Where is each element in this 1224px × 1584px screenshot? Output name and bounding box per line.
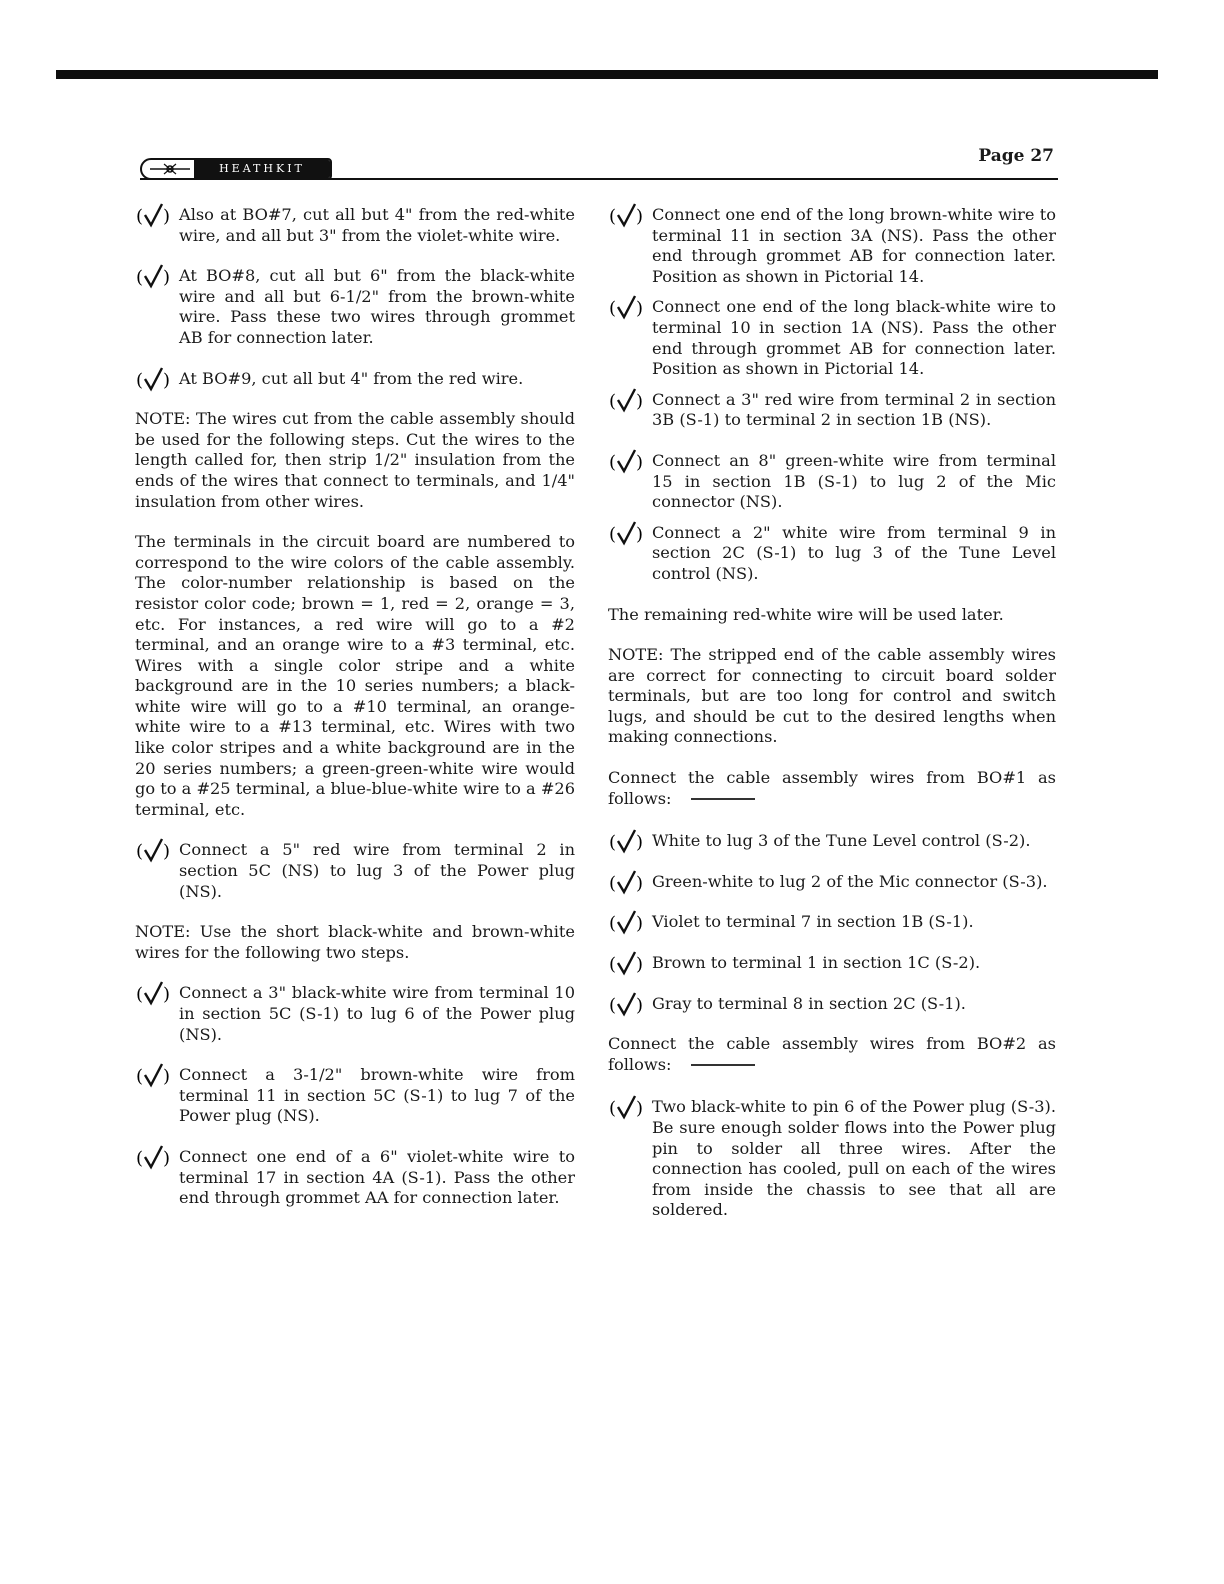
checkbox[interactable] <box>135 264 175 290</box>
lead-line <box>691 798 755 800</box>
handwritten-checkmark-icon <box>608 203 648 229</box>
step <box>135 266 575 348</box>
top-rule <box>56 70 1158 79</box>
svg-text:(: ( <box>609 523 617 545</box>
checkbox[interactable] <box>135 1145 175 1171</box>
bo2-intro <box>608 1034 1056 1075</box>
handwritten-checkmark-icon <box>608 521 648 547</box>
step <box>608 297 1056 379</box>
step <box>135 983 575 1045</box>
handwritten-checkmark-icon <box>608 829 648 855</box>
step <box>135 840 575 902</box>
step <box>608 523 1056 585</box>
step-text: Connect one end of the long black-white wire to terminal 10 in section 1A (NS). Pass the other end through grommet AB for connection later. Position as shown in Pictorial 14. <box>652 297 1056 379</box>
checkbox[interactable] <box>608 1095 648 1121</box>
step-text: Connect one end of a 6" violet-white wire to terminal 17 in section 4A (S-1). Pass the other end through grommet AA for connection later. <box>179 1146 575 1208</box>
handwritten-checkmark-icon <box>608 388 648 414</box>
right-column <box>608 205 1056 1241</box>
svg-text:): ) <box>163 1066 171 1088</box>
handwritten-checkmark-icon <box>608 870 648 896</box>
handwritten-checkmark-icon <box>135 838 175 864</box>
step <box>608 205 1056 287</box>
svg-text:(: ( <box>136 841 144 863</box>
note-paragraph: NOTE: Use the short black-white and brown-white wires for the following two steps. <box>135 922 575 962</box>
checkbox[interactable] <box>135 203 175 229</box>
handwritten-checkmark-icon <box>608 992 648 1018</box>
step <box>135 369 575 390</box>
left-column <box>135 205 575 1229</box>
svg-text:): ) <box>636 390 644 412</box>
step-text: At BO#9, cut all but 4" from the red wire. <box>179 368 524 388</box>
svg-text:): ) <box>636 1098 644 1120</box>
svg-text:): ) <box>636 523 644 545</box>
svg-text:(: ( <box>136 206 144 227</box>
step <box>608 953 1056 974</box>
handwritten-checkmark-icon <box>135 264 175 290</box>
step <box>608 872 1056 893</box>
checkbox[interactable] <box>135 1063 175 1089</box>
svg-text:(: ( <box>609 451 617 473</box>
svg-text:(: ( <box>609 954 617 976</box>
svg-text:(: ( <box>136 1147 144 1169</box>
step-text: Connect a 2" white wire from terminal 9 in section 2C (S-1) to lug 3 of the Tune Level control (NS). <box>652 522 1056 583</box>
checkbox[interactable] <box>608 992 648 1018</box>
svg-text:): ) <box>636 298 644 320</box>
bo1-intro-text: Connect the cable assembly wires from BO#1 as follows: <box>608 768 1056 808</box>
handwritten-checkmark-icon <box>135 981 175 1007</box>
svg-text:): ) <box>163 267 171 289</box>
step <box>135 205 575 246</box>
svg-text:(: ( <box>136 1066 144 1088</box>
svg-text:): ) <box>163 369 171 391</box>
step-text: Connect an 8" green-white wire from terminal 15 in section 1B (S-1) to lug 2 of the Mic connector (NS). <box>652 450 1056 512</box>
checkbox[interactable] <box>608 870 648 896</box>
heathkit-logo <box>140 158 332 180</box>
checkbox[interactable] <box>135 367 175 393</box>
step-text: Violet to terminal 7 in section 1B (S-1). <box>652 912 974 932</box>
svg-text:): ) <box>636 872 644 894</box>
bo2-intro-text: Connect the cable assembly wires from BO#2 as follows: <box>608 1034 1056 1074</box>
step <box>135 1065 575 1127</box>
handwritten-checkmark-icon <box>135 1063 175 1089</box>
checkbox[interactable] <box>608 951 648 977</box>
checkbox[interactable] <box>608 521 648 547</box>
handwritten-checkmark-icon <box>608 449 648 475</box>
heathkit-logo-icon <box>148 161 192 177</box>
step-text: Brown to terminal 1 in section 1C (S-2). <box>652 953 981 973</box>
step-text: Connect one end of the long brown-white wire to terminal 11 in section 3A (NS). Pass the other end through grommet AB for connection later. Position as shown in Pictorial 14. <box>652 205 1056 286</box>
checkbox[interactable] <box>135 981 175 1007</box>
svg-text:): ) <box>636 913 644 935</box>
svg-text:(: ( <box>609 298 617 320</box>
step <box>608 912 1056 933</box>
bo1-intro <box>608 768 1056 809</box>
lead-line <box>691 1064 755 1066</box>
svg-text:): ) <box>636 832 644 854</box>
svg-text:(: ( <box>136 984 144 1006</box>
handwritten-checkmark-icon <box>608 910 648 936</box>
handwritten-checkmark-icon <box>608 1095 648 1121</box>
checkbox[interactable] <box>608 910 648 936</box>
step-text: Also at BO#7, cut all but 4" from the red-white wire, and all but 3" from the violet-white wire. <box>179 205 575 245</box>
svg-text:): ) <box>636 206 644 227</box>
step-text: Green-white to lug 2 of the Mic connector (S-3). <box>652 871 1048 891</box>
step <box>608 451 1056 513</box>
note-paragraph: NOTE: The stripped end of the cable assembly wires are correct for connecting to circuit board solder terminals, but are too long for control and switch lugs, and should be cut to the desired lengths when making connections. <box>608 645 1056 747</box>
handwritten-checkmark-icon <box>608 295 648 321</box>
handwritten-checkmark-icon <box>135 203 175 229</box>
checkbox[interactable] <box>608 295 648 321</box>
svg-text:): ) <box>636 954 644 976</box>
checkbox[interactable] <box>135 838 175 864</box>
remaining-paragraph: The remaining red-white wire will be used later. <box>608 604 1004 624</box>
handwritten-checkmark-icon <box>135 367 175 393</box>
handwritten-checkmark-icon <box>135 1145 175 1171</box>
svg-text:(: ( <box>609 832 617 854</box>
explanation-paragraph: The terminals in the circuit board are numbered to correspond to the wire colors of the cable assembly. The color-number relationship is based on the resistor color code; brown = 1, red = 2, orange = 3, etc. For instances, a red wire will go to a #2 terminal, and an orange wire to a #3 terminal, etc. Wires with a single color stripe and a white background are in the 10 series numbers; a black-white wire will go to a #10 terminal, an orange-white wire to a #13 terminal, etc. Wires with two like color stripes and a white background are in the 20 series numbers; a green-green-white wire would go to a #25 terminal, a blue-blue-white wire to a #26 terminal, etc. <box>135 532 576 819</box>
page-number: Page 27 <box>978 146 1054 166</box>
svg-text:): ) <box>636 451 644 473</box>
svg-text:(: ( <box>609 390 617 412</box>
svg-text:): ) <box>163 841 171 863</box>
svg-text:): ) <box>163 984 171 1006</box>
svg-text:): ) <box>163 1147 171 1169</box>
step-text: Connect a 3-1/2" brown-white wire from terminal 11 in section 5C (S-1) to lug 7 of the Power plug (NS). <box>179 1065 575 1126</box>
step <box>608 831 1056 852</box>
step <box>608 390 1056 431</box>
step <box>608 1097 1056 1221</box>
step-text: White to lug 3 of the Tune Level control (S-2). <box>652 831 1031 851</box>
step <box>608 994 1056 1015</box>
note-paragraph: NOTE: The wires cut from the cable assembly should be used for the following steps. Cut the wires to the length called for, then strip 1/2" insulation from the ends of the wires that connect to terminals, and 1/4" insulation from other wires. <box>135 409 575 511</box>
svg-text:(: ( <box>609 1098 617 1120</box>
step-text: Connect a 3" black-white wire from terminal 10 in section 5C (S-1) to lug 6 of the Power plug (NS). <box>179 983 575 1044</box>
step-text: At BO#8, cut all but 6" from the black-white wire and all but 6-1/2" from the brown-white wire. Pass these two wires through grommet AB for connection later. <box>179 266 575 347</box>
checkbox[interactable] <box>608 449 648 475</box>
header-rule <box>140 178 1058 180</box>
svg-text:): ) <box>636 994 644 1016</box>
svg-text:(: ( <box>609 913 617 935</box>
handwritten-checkmark-icon <box>608 951 648 977</box>
logo-text: HEATHKIT <box>194 160 330 178</box>
step-text: Connect a 5" red wire from terminal 2 in section 5C (NS) to lug 3 of the Power plug (NS). <box>179 840 575 901</box>
checkbox[interactable] <box>608 388 648 414</box>
step-text: Connect a 3" red wire from terminal 2 in section 3B (S-1) to terminal 2 in section 1B (NS). <box>652 389 1056 430</box>
step <box>135 1147 575 1209</box>
svg-text:(: ( <box>609 206 617 227</box>
checkbox[interactable] <box>608 203 648 229</box>
svg-text:(: ( <box>609 994 617 1016</box>
svg-text:): ) <box>163 206 171 227</box>
checkbox[interactable] <box>608 829 648 855</box>
svg-text:(: ( <box>136 369 144 391</box>
svg-text:(: ( <box>136 267 144 289</box>
step-text: Gray to terminal 8 in section 2C (S-1). <box>652 993 966 1013</box>
svg-text:(: ( <box>609 872 617 894</box>
step-text: Two black-white to pin 6 of the Power plug (S-3). Be sure enough solder flows into the Power plug pin to solder all three wires. After the connection has cooled, pull on each of the wires from inside the chassis to see that all are soldered. <box>652 1097 1056 1220</box>
